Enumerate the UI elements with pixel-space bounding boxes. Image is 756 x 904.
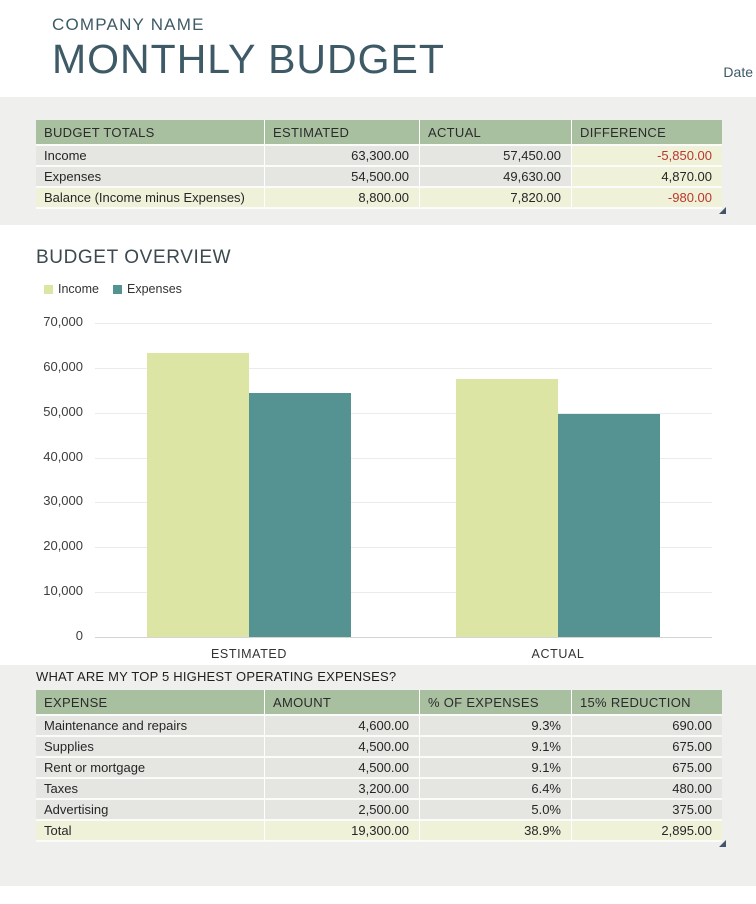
table-row [36,779,722,800]
legend-label-expenses: Expenses [127,282,182,296]
legend-swatch-income [44,285,53,294]
legend-label-income: Income [58,282,99,296]
cell-difference[interactable]: -5,850.00 [572,146,722,167]
x-axis-line [95,637,712,638]
cell-label[interactable]: Supplies [36,737,265,758]
gridline [95,323,712,324]
budget-totals-section [0,97,756,225]
table-row-total [36,821,722,842]
table-row-expenses [36,167,722,188]
cell-reduction[interactable]: 480.00 [572,779,722,800]
table-row [36,800,722,821]
table-row [36,737,722,758]
cell-amount[interactable]: 4,500.00 [265,758,420,779]
chart-legend [44,282,756,296]
cell-estimated[interactable]: 8,800.00 [265,188,420,209]
bar-expenses-actual [558,414,660,637]
header-reduction[interactable]: 15% REDUCTION [572,690,722,716]
bar-income-estimated [147,353,249,637]
y-tick-label: 20,000 [43,538,83,553]
legend-swatch-expenses [113,285,122,294]
cell-label[interactable]: Taxes [36,779,265,800]
header-estimated[interactable]: ESTIMATED [265,120,420,146]
x-category-label: ESTIMATED [210,647,287,661]
cell-label[interactable]: Expenses [36,167,265,188]
table-header-row [36,120,722,146]
cell-label[interactable]: Maintenance and repairs [36,716,265,737]
top-expenses-table-wrap [36,690,722,842]
cell-difference[interactable]: 4,870.00 [572,167,722,188]
cell-pct[interactable]: 9.1% [420,737,572,758]
cell-actual[interactable]: 57,450.00 [420,146,572,167]
cell-reduction[interactable]: 690.00 [572,716,722,737]
cell-amount[interactable]: 3,200.00 [265,779,420,800]
cell-estimated[interactable]: 63,300.00 [265,146,420,167]
bar-expenses-estimated [249,393,351,637]
y-tick-label: 50,000 [43,404,83,419]
y-tick-label: 30,000 [43,493,83,508]
header-difference[interactable]: DIFFERENCE [572,120,722,146]
chart-title: BUDGET OVERVIEW [36,247,232,268]
y-tick-label: 40,000 [43,449,83,464]
y-tick-label: 0 [75,628,83,643]
table-row [36,716,722,737]
date-label: Date [723,64,753,80]
page-title: MONTHLY BUDGET [52,36,445,82]
cell-label[interactable]: Rent or mortgage [36,758,265,779]
top-expenses-table [36,690,722,842]
cell-amount[interactable]: 2,500.00 [265,800,420,821]
header-amount[interactable]: AMOUNT [265,690,420,716]
bar-income-actual [456,379,558,637]
table-resize-handle[interactable] [719,840,726,847]
page-header [0,0,756,97]
cell-pct[interactable]: 6.4% [420,779,572,800]
header-expense[interactable]: EXPENSE [36,690,265,716]
cell-amount[interactable]: 19,300.00 [265,821,420,842]
cell-reduction[interactable]: 675.00 [572,758,722,779]
header-actual[interactable]: ACTUAL [420,120,572,146]
table-header-row [36,690,722,716]
cell-label[interactable]: Total [36,821,265,842]
cell-label[interactable]: Balance (Income minus Expenses) [36,188,265,209]
company-name[interactable]: COMPANY NAME [52,15,205,34]
header-pct-of-expenses[interactable]: % OF EXPENSES [420,690,572,716]
table-row-balance [36,188,722,209]
cell-actual[interactable]: 49,630.00 [420,167,572,188]
table-row-income [36,146,722,167]
top-expenses-title: WHAT ARE MY TOP 5 HIGHEST OPERATING EXPENSES? [36,669,397,684]
legend-item-income [44,282,99,296]
table-resize-handle[interactable] [719,207,726,214]
cell-pct[interactable]: 9.3% [420,716,572,737]
budget-totals-table-wrap [36,120,722,209]
cell-amount[interactable]: 4,600.00 [265,716,420,737]
y-tick-label: 60,000 [43,359,83,374]
budget-overview-bar-chart[interactable] [0,300,756,665]
cell-amount[interactable]: 4,500.00 [265,737,420,758]
header-budget-totals[interactable]: BUDGET TOTALS [36,120,265,146]
cell-difference[interactable]: -980.00 [572,188,722,209]
cell-reduction[interactable]: 675.00 [572,737,722,758]
y-tick-label: 10,000 [43,583,83,598]
legend-item-expenses [113,282,182,296]
cell-reduction[interactable]: 375.00 [572,800,722,821]
cell-pct[interactable]: 38.9% [420,821,572,842]
table-row [36,758,722,779]
x-category-label: ACTUAL [531,647,585,661]
budget-totals-table [36,120,722,209]
cell-actual[interactable]: 7,820.00 [420,188,572,209]
cell-label[interactable]: Advertising [36,800,265,821]
budget-overview-section [0,225,756,665]
cell-pct[interactable]: 5.0% [420,800,572,821]
y-tick-label: 70,000 [43,314,83,329]
cell-reduction[interactable]: 2,895.00 [572,821,722,842]
top-expenses-section [0,665,756,886]
cell-estimated[interactable]: 54,500.00 [265,167,420,188]
cell-pct[interactable]: 9.1% [420,758,572,779]
cell-label[interactable]: Income [36,146,265,167]
